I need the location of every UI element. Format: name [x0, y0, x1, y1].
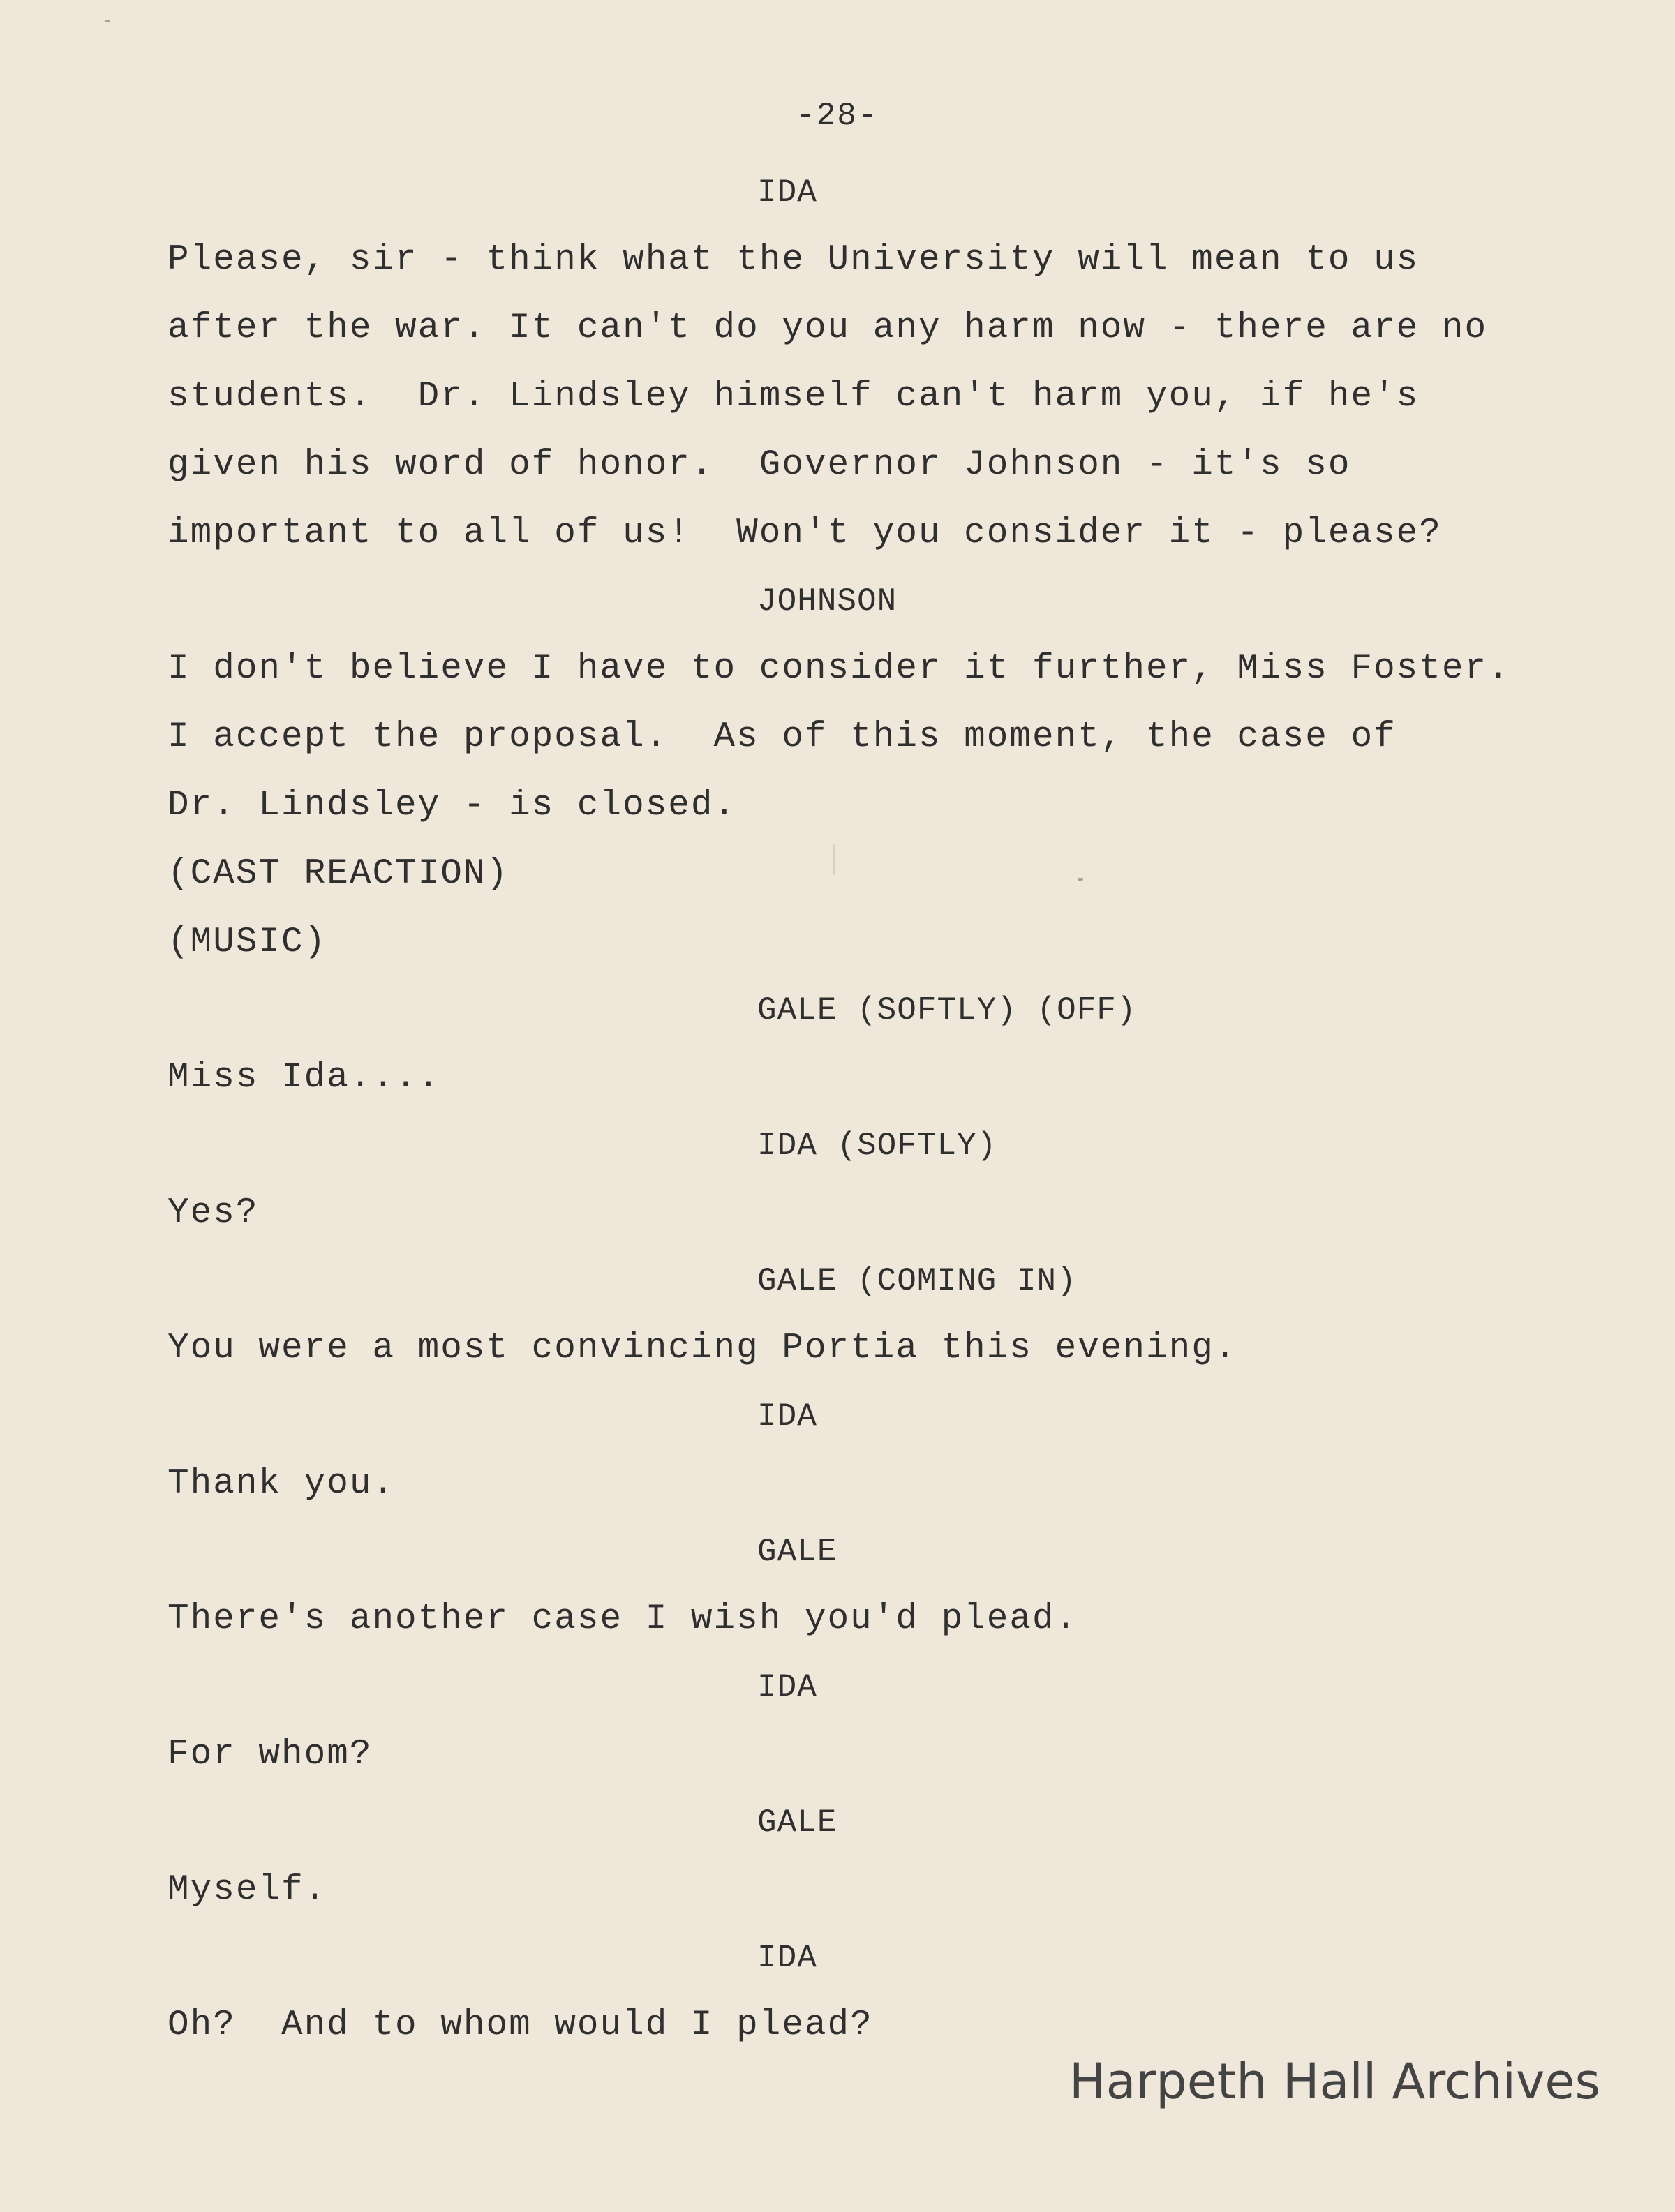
dialogue-line: Dr. Lindsley - is closed.	[168, 786, 737, 825]
dialogue-line: important to all of us! Won't you consider it - please?	[168, 514, 1442, 553]
dialogue-block	[168, 226, 1549, 568]
speaker-heading: IDA	[757, 174, 817, 211]
dialogue-block	[168, 1856, 1549, 1925]
speaker-heading: GALE	[757, 1534, 838, 1570]
paper-speck	[105, 20, 110, 22]
speaker-heading: GALE	[757, 1804, 838, 1841]
speaker-heading: IDA (SOFTLY)	[757, 1128, 997, 1164]
dialogue-line: I accept the proposal. As of this moment, the case of	[168, 717, 1397, 757]
paper-speck	[1078, 878, 1083, 881]
dialogue-block	[168, 1991, 1549, 2060]
dialogue-block	[168, 1450, 1549, 1518]
dialogue-line: Oh? And to whom would I plead?	[168, 2005, 873, 2045]
dialogue-line: given his word of honor. Governor Johnson - it's so	[168, 445, 1351, 485]
page-number: -28-	[796, 98, 879, 134]
dialogue-line: Yes?	[168, 1193, 259, 1233]
dialogue-line: students. Dr. Lindsley himself can't harm you, if he's	[168, 377, 1420, 417]
paper-speck	[833, 844, 835, 875]
dialogue-line: (MUSIC)	[168, 922, 327, 962]
archive-watermark: Harpeth Hall Archives	[1069, 2053, 1600, 2110]
dialogue-line: Thank you.	[168, 1464, 396, 1504]
dialogue-block	[168, 1721, 1549, 1789]
speaker-heading: IDA	[757, 1940, 817, 1976]
dialogue-line: I don't believe I have to consider it further, Miss Foster.	[168, 649, 1510, 689]
dialogue-line: You were a most convincing Portia this evening.	[168, 1329, 1237, 1368]
dialogue-block	[168, 1315, 1549, 1383]
dialogue-block	[168, 1179, 1549, 1248]
dialogue-block	[168, 1585, 1549, 1654]
dialogue-line: (CAST REACTION)	[168, 854, 509, 894]
speaker-heading: GALE (COMING IN)	[757, 1263, 1077, 1299]
dialogue-line: There's another case I wish you'd plead.	[168, 1599, 1078, 1639]
dialogue-line: Myself.	[168, 1870, 327, 1910]
dialogue-block	[168, 1044, 1549, 1112]
speaker-heading: GALE (SOFTLY) (OFF)	[757, 992, 1137, 1029]
dialogue-line: Miss Ida....	[168, 1058, 441, 1098]
speaker-heading: IDA	[757, 1398, 817, 1435]
dialogue-line: For whom?	[168, 1735, 373, 1774]
dialogue-line: Please, sir - think what the University will mean to us	[168, 240, 1420, 280]
script-body	[168, 159, 1549, 2060]
dialogue-line: after the war. It can't do you any harm now - there are no	[168, 308, 1488, 348]
dialogue-block	[168, 635, 1549, 977]
speaker-heading: JOHNSON	[757, 583, 898, 620]
speaker-heading: IDA	[757, 1669, 817, 1705]
